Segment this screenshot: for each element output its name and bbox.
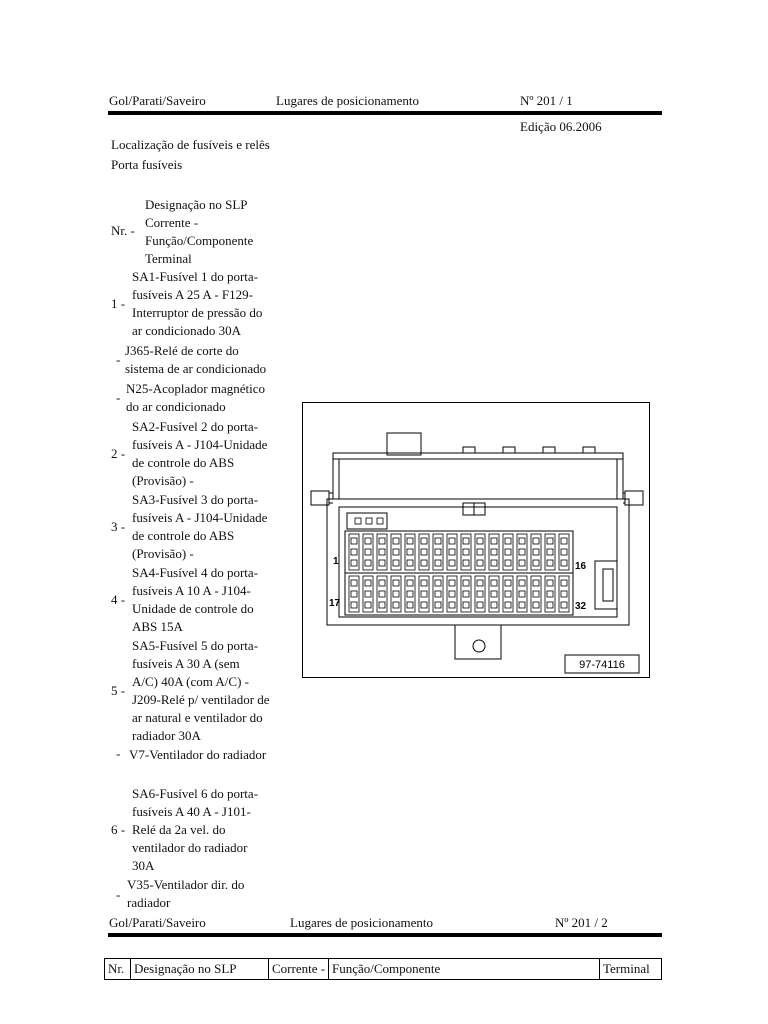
entry-line: Relé da 2a vel. do (132, 822, 226, 837)
fuse-grid (349, 518, 569, 612)
fuse-contact (477, 560, 483, 566)
fuse-contact (393, 580, 399, 586)
entry-number: 6 - (111, 822, 126, 837)
fuse-label-32: 32 (575, 601, 587, 612)
legend-nr: Nr. - (111, 223, 135, 238)
fuse-contact (547, 602, 553, 608)
fuse-slot (391, 576, 401, 612)
fuse-contact (449, 591, 455, 597)
fuse-contact (505, 602, 511, 608)
entry-text (129, 746, 266, 764)
table-header-row (104, 958, 662, 980)
col-terminal: Terminal (599, 959, 661, 979)
fuse-slot (433, 576, 443, 612)
col-current: Corrente - (269, 959, 329, 979)
fuse-slot (349, 576, 359, 612)
entry-line: SA4-Fusível 4 do porta- (132, 565, 259, 580)
fuse-contact (365, 538, 371, 544)
entry-text (125, 342, 266, 378)
fuse-contact (351, 591, 357, 597)
entry-line: fusíveis A 30 A (sem (132, 656, 240, 671)
fuse-contact (491, 591, 497, 597)
entry-number: 4 - (111, 592, 126, 607)
fuse-label-17: 17 (329, 598, 341, 609)
fuse-contact (505, 549, 511, 555)
fuse-contact (365, 602, 371, 608)
top-connector (387, 433, 421, 455)
edition: Edição 06.2006 (520, 119, 602, 134)
header-vehicle: Gol/Parati/Saveiro (109, 93, 206, 108)
fuse-slot (489, 576, 499, 612)
fuse-contact (449, 580, 455, 586)
entry-text (132, 564, 258, 636)
fuse-slot (405, 576, 415, 612)
fuse-contact (351, 580, 357, 586)
entry-line: SA1-Fusível 1 do porta- (132, 269, 259, 284)
fuse-slot (391, 534, 401, 570)
fuse-contact (379, 591, 385, 597)
legend-columns (145, 196, 253, 268)
fuse-contact (505, 538, 511, 544)
fuse-contact (547, 538, 553, 544)
fuse-contact (393, 560, 399, 566)
entry-line: (Provisão) - (132, 546, 194, 561)
fuse-slot (531, 534, 541, 570)
relay-pin (377, 518, 383, 524)
fuse-slot (531, 576, 541, 612)
fuse-contact (365, 549, 371, 555)
page-subtitle: Porta fusíveis (111, 157, 183, 172)
fuse-slot (377, 534, 387, 570)
entry-number: 5 - (111, 683, 126, 698)
fuse-contact (533, 602, 539, 608)
fuse-contact (547, 591, 553, 597)
fuse-contact (491, 602, 497, 608)
header-section: Lugares de posicionamento (276, 93, 419, 108)
entry-line: (Provisão) - (132, 473, 194, 488)
col-function: Função/Componente (332, 961, 441, 976)
fuse-slot (517, 534, 527, 570)
fuse-contact (407, 560, 413, 566)
fuse-contact (463, 580, 469, 586)
fuse-slot (419, 534, 429, 570)
fuse-contact (393, 549, 399, 555)
fuse-contact (449, 560, 455, 566)
entry-line: SA2-Fusível 2 do porta- (132, 419, 259, 434)
fuse-contact (449, 538, 455, 544)
fuse-contact (449, 549, 455, 555)
entry-line: fusíveis A - J104-Unidade (132, 510, 268, 525)
fuse-contact (491, 560, 497, 566)
entry-number: - (116, 352, 121, 367)
fuse-slot (461, 534, 471, 570)
fuse-contact (547, 560, 553, 566)
entry-line: SA3-Fusível 3 do porta- (132, 492, 259, 507)
fuse-contact (351, 549, 357, 555)
fuse-contact (519, 591, 525, 597)
entry-text (127, 876, 244, 912)
entry-line: V7-Ventilador do radiador (129, 747, 267, 762)
entry-line: Unidade de controle do (132, 601, 254, 616)
fuse-slot (447, 576, 457, 612)
entry-line: fusíveis A 25 A - F129- (132, 287, 253, 302)
header-page-number: Nº 201 / 1 (520, 93, 573, 108)
entry-text (132, 491, 267, 563)
entry-line: ar condicionado 30A (132, 323, 242, 338)
entry-number: 2 - (111, 446, 126, 461)
fuse-contact (477, 538, 483, 544)
fuse-contact (547, 549, 553, 555)
fuse-slot (559, 576, 569, 612)
header-section: Lugares de posicionamento (290, 915, 433, 930)
fuse-contact (561, 538, 567, 544)
fuse-contact (533, 538, 539, 544)
fuse-slot (503, 576, 513, 612)
entry-line: ar natural e ventilador do (132, 710, 263, 725)
entry-number: 3 - (111, 519, 126, 534)
fuse-contact (393, 591, 399, 597)
entry-line: ABS 15A (132, 619, 183, 634)
fuse-contact (421, 538, 427, 544)
fuse-contact (393, 538, 399, 544)
diagram-reference: 97-74116 (579, 659, 625, 671)
entry-text (126, 380, 265, 416)
fuse-contact (435, 549, 441, 555)
fuse-contact (351, 560, 357, 566)
fuse-slot (349, 534, 359, 570)
fuse-contact (547, 580, 553, 586)
legend-line: Função/Componente (145, 233, 254, 248)
relay-pin (355, 518, 361, 524)
entry-line: J365-Relé de corte do (125, 343, 239, 358)
fuse-slot (419, 576, 429, 612)
entry-line: radiador 30A (132, 728, 201, 743)
fuse-slot (517, 576, 527, 612)
entry-line: fusíveis A - J104-Unidade (132, 437, 268, 452)
header-vehicle: Gol/Parati/Saveiro (109, 915, 206, 930)
fuse-contact (463, 538, 469, 544)
fuse-contact (477, 602, 483, 608)
entry-number: - (116, 390, 121, 405)
entry-number: 1 - (111, 296, 126, 311)
fuse-contact (435, 538, 441, 544)
entry-line: A/C) 40A (com A/C) - (132, 674, 249, 689)
fuse-slot (377, 576, 387, 612)
fuse-contact (533, 591, 539, 597)
fuse-contact (519, 560, 525, 566)
fuse-contact (463, 591, 469, 597)
fuse-contact (351, 602, 357, 608)
entry-number: - (116, 746, 121, 761)
fuse-contact (477, 591, 483, 597)
fuse-contact (519, 602, 525, 608)
entry-line: de controle do ABS (132, 528, 235, 543)
fuse-contact (435, 602, 441, 608)
entry-line: SA6-Fusível 6 do porta- (132, 786, 259, 801)
entry-text (132, 268, 262, 340)
fuse-contact (435, 591, 441, 597)
fuse-contact (463, 549, 469, 555)
fuse-contact (407, 591, 413, 597)
fuse-contact (519, 538, 525, 544)
fuse-contact (351, 538, 357, 544)
fuse-contact (379, 602, 385, 608)
entry-line: 30A (132, 858, 155, 873)
fuse-slot (489, 534, 499, 570)
header-rule (108, 933, 662, 937)
fuse-box-drawing (303, 403, 649, 677)
entry-number: - (116, 887, 121, 902)
entry-text (132, 637, 270, 745)
fuse-contact (407, 602, 413, 608)
fuse-box-diagram (302, 402, 650, 678)
entry-text (132, 418, 267, 490)
entry-line: Interruptor de pressão do (132, 305, 263, 320)
legend-line: Terminal (145, 251, 192, 266)
fuse-slot (545, 534, 555, 570)
fuse-contact (449, 602, 455, 608)
fuse-contact (421, 580, 427, 586)
fuse-contact (561, 560, 567, 566)
fuse-contact (365, 560, 371, 566)
fuse-contact (365, 591, 371, 597)
fuse-slot (461, 576, 471, 612)
fuse-contact (379, 538, 385, 544)
entry-line: de controle do ABS (132, 455, 235, 470)
entry-line: radiador (127, 895, 171, 910)
entry-line: ventilador do radiador (132, 840, 248, 855)
entry-line: SA5-Fusível 5 do porta- (132, 638, 259, 653)
col-designation: Designação no SLP (131, 959, 269, 979)
entry-line: N25-Acoplador magnético (126, 381, 265, 396)
fuse-contact (561, 591, 567, 597)
fuse-contact (491, 580, 497, 586)
col-nr: Nr. (105, 959, 131, 979)
entry-text (132, 785, 258, 875)
fuse-contact (421, 549, 427, 555)
header-rule (108, 111, 662, 115)
fuse-contact (463, 602, 469, 608)
entry-line: V35-Ventilador dir. do (127, 877, 245, 892)
fuse-contact (505, 560, 511, 566)
entry-line: fusíveis A 10 A - J104- (132, 583, 251, 598)
fuse-label-1: 1 (333, 556, 339, 567)
fuse-contact (365, 580, 371, 586)
fuse-contact (379, 549, 385, 555)
right-connector (595, 561, 617, 609)
page-title: Localização de fusíveis e relês (111, 137, 270, 152)
entry-line: J209-Relé p/ ventilador de (132, 692, 270, 707)
fuse-slot (405, 534, 415, 570)
fuse-contact (463, 560, 469, 566)
legend-line: Designação no SLP (145, 197, 248, 212)
entry-line: sistema de ar condicionado (125, 361, 267, 376)
fuse-contact (477, 549, 483, 555)
fuse-contact (519, 549, 525, 555)
fuse-contact (379, 560, 385, 566)
fuse-contact (435, 580, 441, 586)
relay-pin (366, 518, 372, 524)
fuse-contact (491, 538, 497, 544)
fuse-slot (363, 534, 373, 570)
fuse-contact (561, 580, 567, 586)
fuse-contact (421, 560, 427, 566)
fuse-contact (379, 580, 385, 586)
fuse-contact (505, 580, 511, 586)
fuse-contact (421, 602, 427, 608)
fuse-contact (533, 560, 539, 566)
fuse-contact (533, 549, 539, 555)
fuse-slot (545, 576, 555, 612)
entry-line: do ar condicionado (126, 399, 226, 414)
fuse-slot (447, 534, 457, 570)
legend-line: Corrente - (145, 215, 199, 230)
fuse-slot (503, 534, 513, 570)
fuse-contact (407, 538, 413, 544)
fuse-slot (475, 534, 485, 570)
fuse-contact (561, 602, 567, 608)
header-page-number: Nº 201 / 2 (555, 915, 608, 930)
fuse-slot (433, 534, 443, 570)
fuse-contact (491, 549, 497, 555)
fuse-slot (559, 534, 569, 570)
fuse-contact (407, 580, 413, 586)
fuse-contact (533, 580, 539, 586)
fuse-contact (435, 560, 441, 566)
fuse-contact (561, 549, 567, 555)
mount-tab (455, 625, 501, 659)
fuse-label-16: 16 (575, 561, 587, 572)
fuse-contact (519, 580, 525, 586)
entry-line: fusíveis A 40 A - J101- (132, 804, 251, 819)
fuse-slot (363, 576, 373, 612)
fuse-contact (393, 602, 399, 608)
fuse-contact (505, 591, 511, 597)
housing-top (333, 453, 623, 499)
fuse-slot (475, 576, 485, 612)
fuse-contact (421, 591, 427, 597)
fuse-contact (407, 549, 413, 555)
fuse-contact (477, 580, 483, 586)
